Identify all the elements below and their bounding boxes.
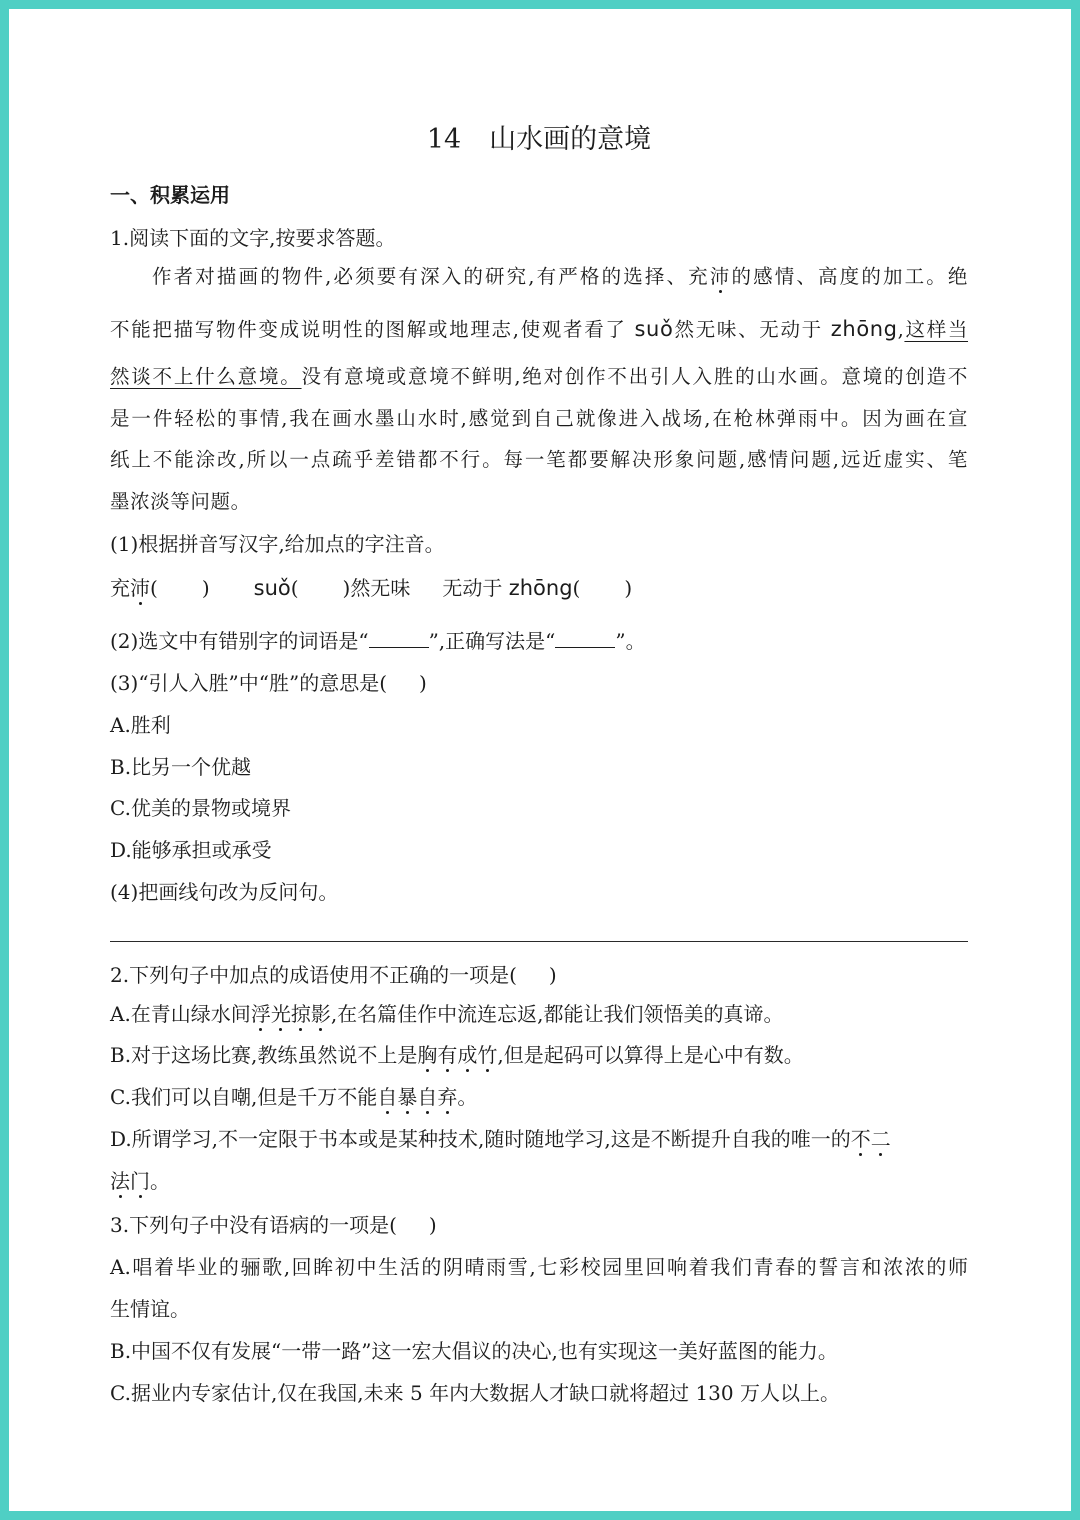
sub-question-3: (3)“引人入胜”中“胜”的意思是( ) (110, 671, 427, 695)
dotted-char: 浮 (250, 1002, 271, 1026)
question-3-stem: 3.下列句子中没有语病的一项是( ) (110, 1213, 437, 1237)
underlined-sentence: 然谈不上什么意境。 (110, 365, 302, 388)
sub-question-1: (1)根据拼音写汉字,给加点的字注音。 (110, 532, 445, 556)
passage-line-3: 然谈不上什么意境。没有意境或意境不鲜明,绝对创作不出引人入胜的山水画。意境的创造不 (110, 365, 969, 388)
pinyin-suo: suǒ (253, 576, 291, 600)
answer-blank[interactable] (555, 633, 615, 648)
dotted-char: 有 (437, 1043, 458, 1067)
dotted-char: 不 (850, 1127, 871, 1151)
dotted-char: 影 (310, 1002, 331, 1026)
passage-line-1: 作者对描画的物件,必须要有深入的研究,有严格的选择、充沛的感情、高度的加工。绝 (152, 265, 968, 288)
answer-line[interactable] (110, 941, 968, 942)
underlined-sentence: 这样当 (904, 318, 969, 341)
lesson-number: 14 (426, 124, 462, 155)
option-d: D.能够承担或承受 (110, 838, 272, 862)
dotted-char: 掠 (290, 1002, 311, 1026)
dotted-char: 法 (110, 1169, 130, 1193)
q2-option-c: C.我们可以自嘲,但是千万不能自暴自弃。 (110, 1085, 478, 1109)
dotted-char: 弃 (437, 1085, 458, 1109)
dotted-char: 竹 (477, 1043, 498, 1067)
dotted-char: 门 (130, 1169, 150, 1193)
dotted-char: 沛 (130, 576, 150, 600)
pinyin-suo: suǒ (634, 317, 674, 341)
dotted-char: 沛 (709, 265, 732, 288)
dotted-char: 暴 (397, 1085, 418, 1109)
q3-option-a-cont: 生情谊。 (110, 1297, 190, 1321)
passage-line-5: 纸上不能涂改,所以一点疏乎差错都不行。每一笔都要解决形象问题,感情问题,远近虚实、笔 (110, 448, 968, 471)
page-title (110, 123, 968, 157)
worksheet-page (9, 9, 1071, 1511)
pinyin-zhong: zhōng (508, 576, 573, 600)
option-a: A.胜利 (110, 713, 171, 737)
q2-option-d: D.所谓学习,不一定限于书本或是某种技术,随时随地学习,这是不断提升自我的唯一的不二 (110, 1127, 891, 1151)
question-2-stem: 2.下列句子中加点的成语使用不正确的一项是( ) (110, 963, 557, 987)
q2-option-a: A.在青山绿水间浮光掠影,在名篇佳作中流连忘返,都能让我们领悟美的真谛。 (110, 1002, 784, 1026)
question-1-prompt: 1.阅读下面的文字,按要求答题。 (110, 226, 396, 250)
q2-option-d-cont: 法门。 (110, 1169, 170, 1193)
option-b: B.比另一个优越 (110, 755, 252, 779)
q2-option-b: B.对于这场比赛,教练虽然说不上是胸有成竹,但是起码可以算得上是心中有数。 (110, 1043, 804, 1067)
lesson-title: 山水画的意境 (489, 124, 652, 155)
sub-question-2: (2)选文中有错别字的词语是“ ”,正确写法是“ ”。 (110, 629, 646, 653)
q3-option-b: B.中国不仅有发展“一带一路”这一宏大倡议的决心,也有实现这一美好蓝图的能力。 (110, 1339, 838, 1363)
pinyin-zhong: zhōng (830, 317, 898, 341)
dotted-char: 光 (270, 1002, 291, 1026)
passage-line-4: 是一件轻松的事情,我在画水墨山水时,感觉到自己就像进入战场,在枪林弹雨中。因为画在宣 (110, 407, 968, 430)
dotted-char: 成 (457, 1043, 478, 1067)
option-c: C.优美的景物或境界 (110, 796, 291, 820)
q3-option-a: A.唱着毕业的骊歌,回眸初中生活的阴晴雨雪,七彩校园里回响着我们青春的誓言和浓浓的师 (110, 1255, 968, 1279)
dotted-char: 胸 (417, 1043, 438, 1067)
section-heading: 一、积累运用 (110, 183, 230, 207)
dotted-char: 自 (377, 1085, 398, 1109)
dotted-char: 自 (417, 1085, 438, 1109)
sub-question-4: (4)把画线句改为反问句。 (110, 880, 339, 904)
sub-question-1-items: 充沛( ) suǒ( )然无味 无动于 zhōng( ) (110, 576, 633, 600)
passage-line-6: 墨浓淡等问题。 (110, 490, 251, 513)
answer-blank[interactable] (369, 633, 429, 648)
passage-line-2: 不能把描写物件变成说明性的图解或地理志,使观者看了 suǒ然无味、无动于 zhōng,这样当 (110, 317, 969, 341)
dotted-char: 二 (870, 1127, 891, 1151)
worksheet-content (110, 9, 968, 1511)
q3-option-c: C.据业内专家估计,仅在我国,未来 5 年内大数据人才缺口就将超过 130 万人以上。 (110, 1381, 840, 1405)
